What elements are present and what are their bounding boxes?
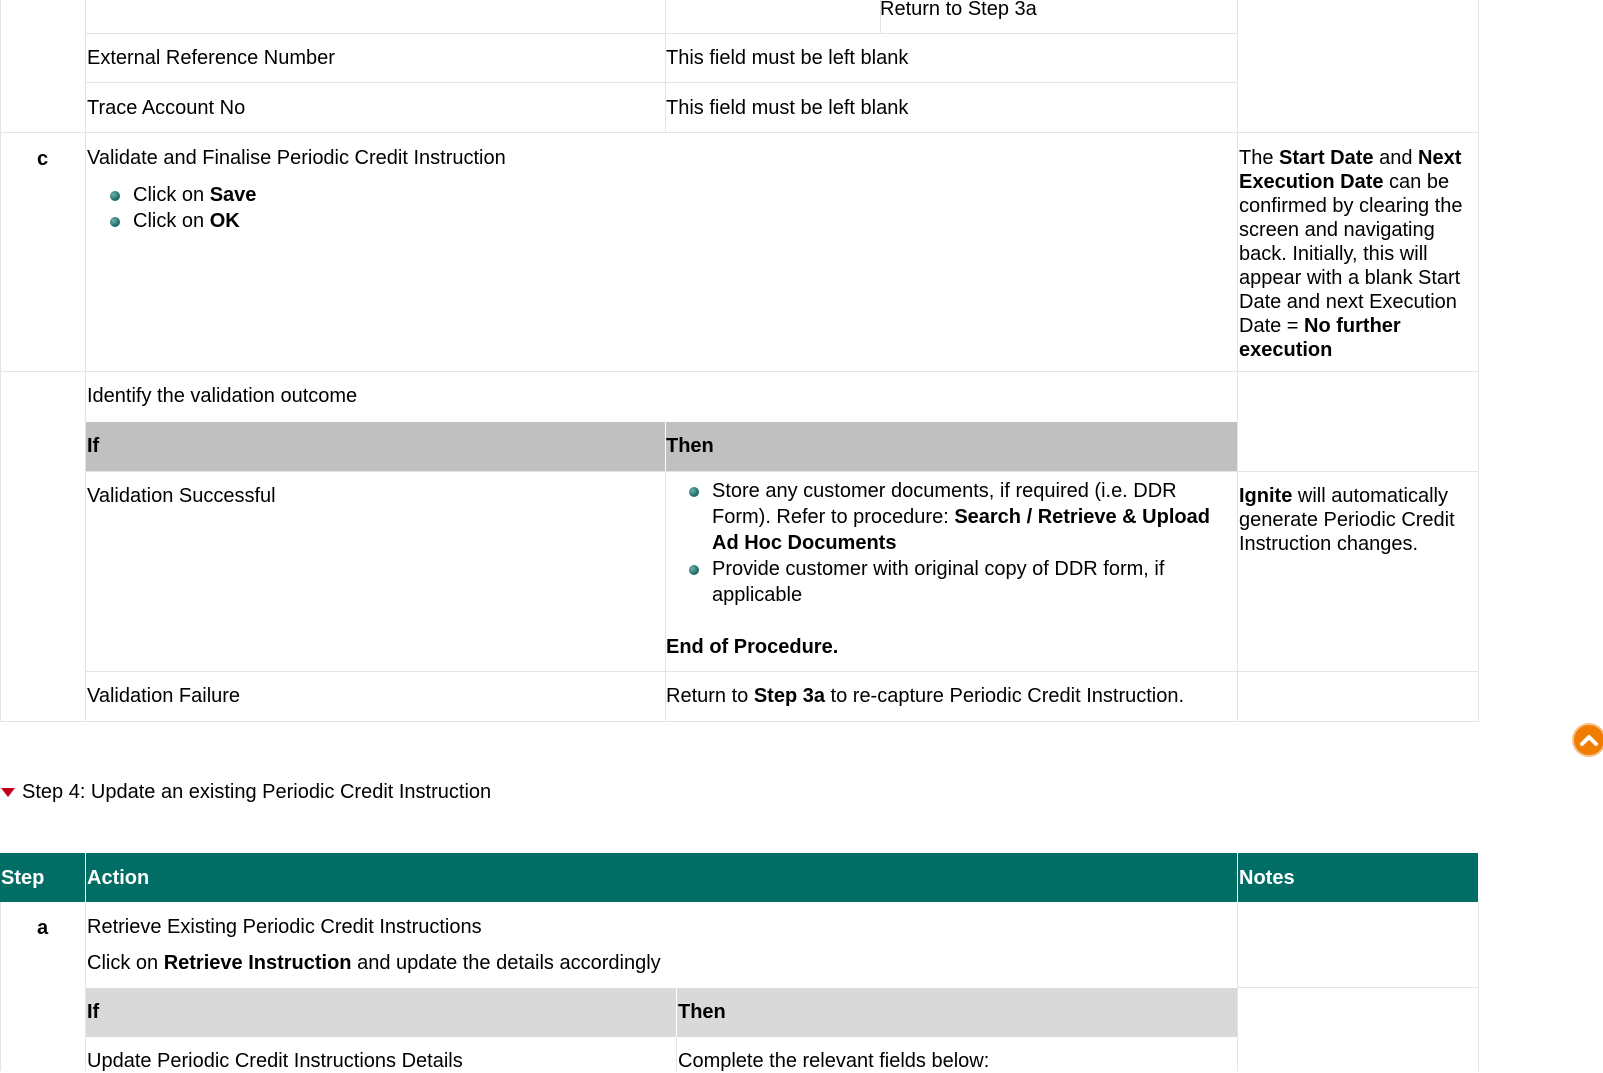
list-item (666, 478, 1231, 556)
border (85, 853, 86, 902)
notes-column-header: Notes (1239, 867, 1295, 889)
then-cell: Return to Step 3a to re-capture Periodic Credit Instruction. (666, 685, 1185, 707)
field-value: This field must be left blank (666, 97, 909, 119)
if-cell: Validation Failure (87, 685, 241, 707)
border (0, 132, 1479, 133)
caret-down-icon (1, 788, 15, 797)
if-cell: Update Periodic Credit Instructions Details (87, 1050, 463, 1072)
step-title: Retrieve Existing Periodic Credit Instructions (87, 916, 482, 938)
border (676, 1037, 677, 1071)
border (85, 671, 1478, 672)
step-label: a (37, 917, 49, 939)
instruction-line: Click on Retrieve Instruction and update the details accordingly (87, 952, 661, 974)
note-text: Ignite will automatically generate Periodic Credit Instruction changes. (1239, 485, 1455, 555)
bullet-icon (689, 487, 699, 497)
bullet-text: Provide customer with original copy of DDR form, if applicable (712, 558, 1165, 606)
procedure-name: Search / Retrieve & Upload Ad Hoc Documents (712, 506, 1210, 554)
bullet-icon (110, 191, 120, 201)
scroll-to-top-button[interactable] (1574, 725, 1603, 755)
border (1478, 902, 1479, 1071)
border (85, 902, 86, 1071)
if-then-header (86, 988, 1237, 1037)
validation-title: Identify the validation outcome (87, 385, 358, 407)
section-heading: Step 4: Update an existing Periodic Credit Instruction (22, 781, 492, 803)
border (0, 902, 1, 1071)
chevron-up-icon (1574, 725, 1603, 755)
ok-label: OK (209, 210, 240, 232)
field-value: This field must be left blank (666, 47, 909, 69)
then-header: Then (666, 435, 714, 457)
bullet-text: Click on (133, 210, 210, 232)
border (85, 82, 1237, 83)
bullet-icon (689, 565, 699, 575)
field-name: Trace Account No (87, 97, 246, 119)
bullet-text: Click on (133, 184, 210, 206)
border (0, 0, 1, 722)
list-item (87, 208, 687, 234)
if-header: If (87, 1001, 100, 1023)
bullet-list (666, 478, 1231, 608)
border (0, 721, 1479, 722)
step-label: c (37, 148, 49, 170)
border (1237, 853, 1238, 902)
border (676, 988, 677, 1037)
end-of-procedure: End of Procedure. (666, 636, 839, 658)
return-step-text: Return to Step 3a (880, 0, 1037, 20)
then-header: Then (678, 1001, 726, 1023)
field-name: External Reference Number (87, 47, 335, 69)
step-column-header: Step (1, 867, 45, 889)
step-title: Validate and Finalise Periodic Credit Instruction (87, 147, 506, 169)
if-then-header (86, 422, 1237, 471)
border (1237, 987, 1478, 988)
border (85, 33, 1237, 34)
action-column-header: Action (87, 867, 150, 889)
then-cell: Complete the relevant fields below: (678, 1050, 990, 1072)
border (1237, 0, 1238, 722)
border (0, 371, 1479, 372)
border (1478, 0, 1479, 722)
note-text: The Start Date and Next Execution Date can be confirmed by clearing the screen and navigating back. Initially, this will appear with a blank Start Date and next Execution Date = No further execution (1239, 147, 1463, 361)
bullet-list (87, 182, 687, 234)
border (85, 0, 86, 722)
if-header: If (87, 435, 100, 457)
list-item (87, 182, 687, 208)
save-label: Save (209, 184, 257, 206)
if-cell: Validation Successful (87, 485, 276, 507)
border (85, 471, 1478, 472)
bullet-text: Store any customer documents, if required (i.e. DDR Form). Refer to procedure: (712, 480, 1177, 528)
bullet-icon (110, 217, 120, 227)
list-item (666, 556, 1231, 608)
retrieve-instruction-label: Retrieve Instruction (163, 952, 352, 974)
step4-section-toggle[interactable] (0, 778, 520, 806)
